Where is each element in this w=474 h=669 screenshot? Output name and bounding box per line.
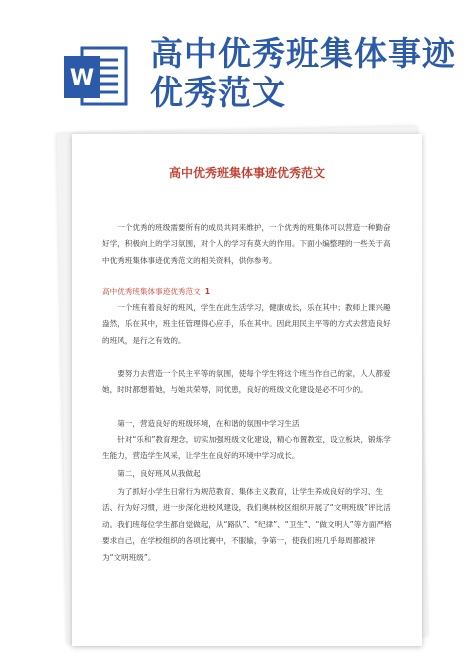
section-number: 1 [204, 287, 211, 296]
paragraph-3: 第一，营造良好的班级环境，在和谐的氛围中学习生活 [117, 419, 300, 428]
intro-paragraph: 一个优秀的班级需要所有的成员共同来维护，一个优秀的班集体可以营造一种勤奋好学，积极向上的学习氛围，对个人的学习有莫大的作用。下面小编整理的一些关于高中优秀班集体事迹优秀范文的相关资料，供你参考。 [102, 223, 391, 265]
banner [0, 0, 474, 140]
section-heading [102, 284, 394, 300]
document-page [72, 134, 422, 646]
paragraph-4: 针对“乐和”教育理念，切实加强班级文化建设，精心布置教室，设立板块，锻炼学生能力，营造学生风采，让学生在良好的环境中学习成长。 [102, 435, 391, 461]
section-heading-text: 高中优秀班集体事迹优秀范文 [102, 287, 201, 296]
word-logo-letter: W [69, 66, 95, 91]
document-title: 高中优秀班集体事迹优秀范文 [168, 166, 325, 180]
banner-title: 高中优秀班集体事迹优秀范文 [150, 34, 456, 112]
paragraph-2: 要努力去营造一个民主平等的氛围，使每个学生将这个班当作自己的家，人人都爱她，时时都想着她，与她共荣辱，同忧患，良好的班级文化建设是必不可少的。 [102, 369, 391, 395]
paragraph-5: 第二，良好班风从我做起 [117, 469, 201, 478]
word-document-icon [60, 40, 132, 112]
paragraph-6: 为了抓好小学生日常行为规范教育、集体主义教育，让学生养成良好的学习、生活、行为好习惯，进一步深化进校风建设，我们奥林校区组织开展了“文明班级”评比活动。我们班每位学生都自觉做起，从“路队”、“纪律”、“卫生”、“做文明人”等方面严格要求自己，在学校组织的各项比赛中，不服输，争第一，使我们班几乎每周都被评为“文明班级”。 [102, 487, 392, 562]
paragraph-1: 一个班有着良好的班风，学生在此生活学习，健康成长，乐在其中；教师上课兴趣盎然，乐在其中，班主任管理得心应手，乐在其中。因此用民主平等的方式去营造良好的班风，是行之有效的。 [102, 303, 391, 345]
